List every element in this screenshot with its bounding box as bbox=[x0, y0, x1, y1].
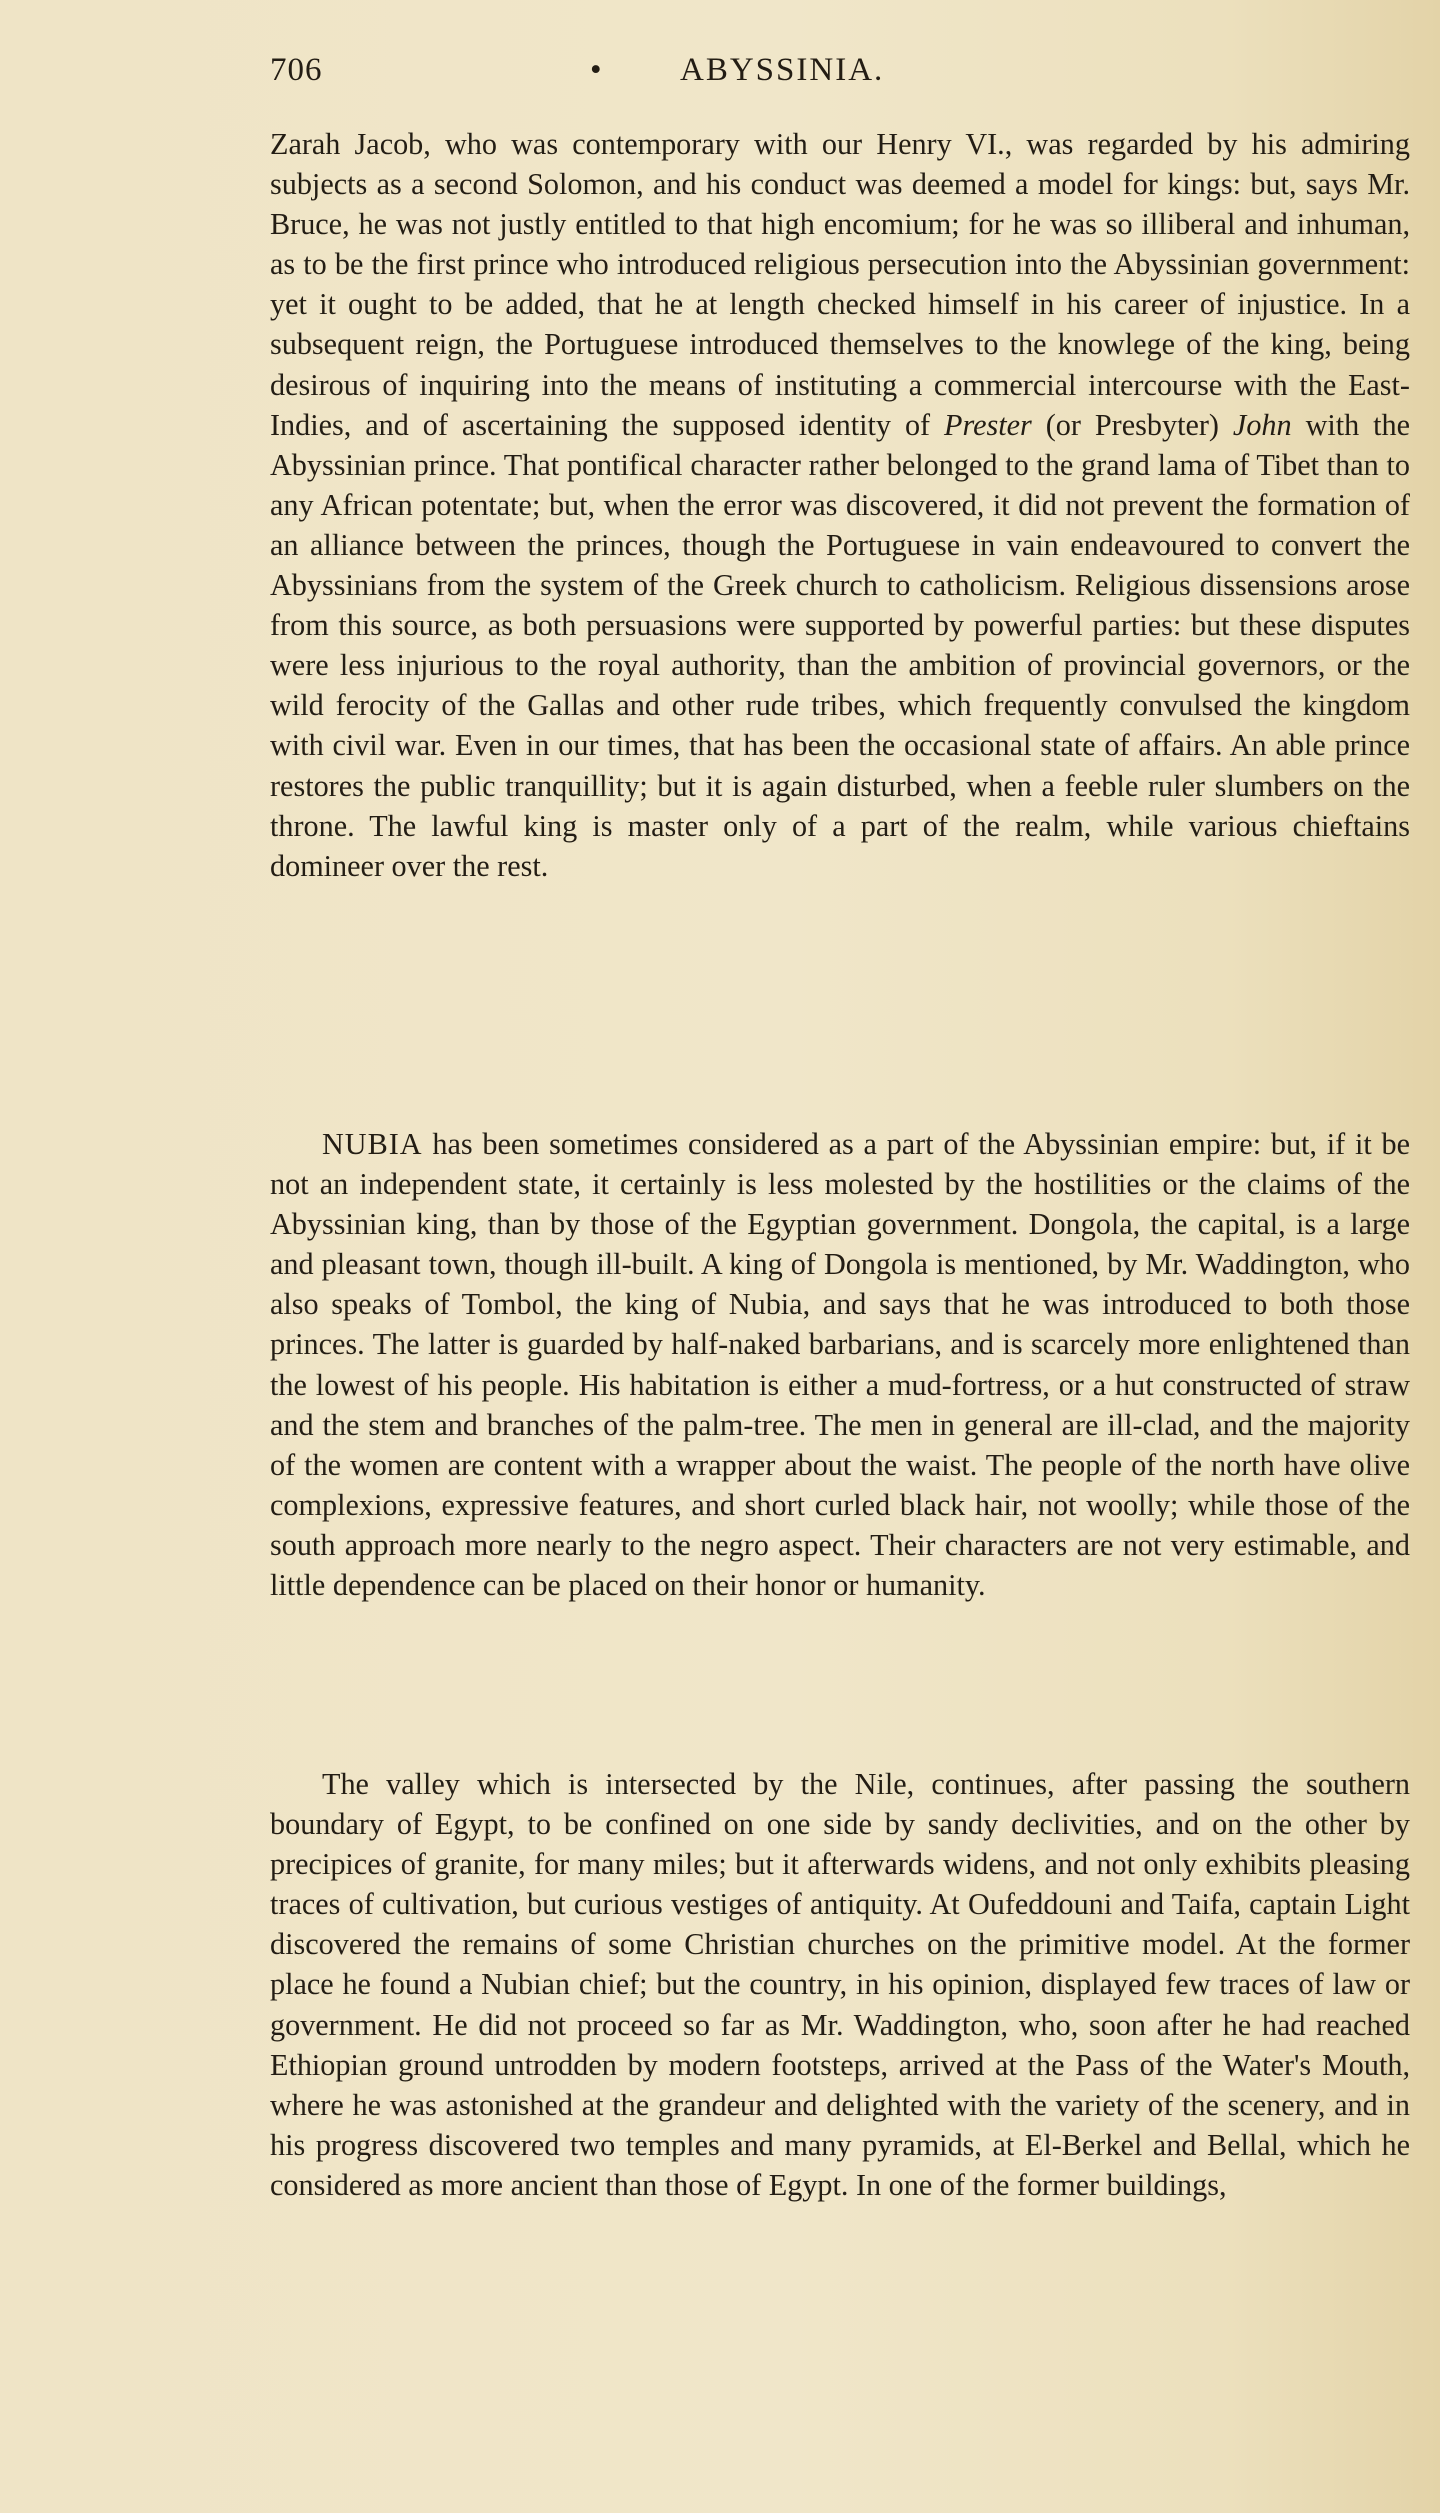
section-lead-word: NUBIA bbox=[322, 1127, 423, 1161]
paragraph-text: Zarah Jacob, who was contemporary with our Henry VI., was regarded by his admiring subjects as a second Solomon, and his conduct was deemed a model for kings: but, says Mr. Bruce, he was not justly entitled to that high encomium; for he was so illiberal and inhuman, as to be the first prince who introduced religious persecution into the Abyssinian government: yet it ought to be added, that he at length checked himself in his career of injustice. In a subsequent reign, the Portuguese introduced themselves to the knowlege of the king, being desirous of inquiring into the means of instituting a commercial intercourse with the East-Indies, and of ascertaining the supposed identity of bbox=[270, 127, 1410, 442]
page-title: ABYSSINIA. bbox=[680, 52, 885, 88]
paragraph-text: (or Presbyter) bbox=[1045, 407, 1219, 442]
paragraph-text: has been sometimes considered as a part of the Abyssinian empire: but, if it be not an independent state, it certainly is less molested by the hostilities or the claims of the Abyssinian king, than by those of the Egyptian government. Dongola, the capital, is a large and pleasant town, though ill-built. A king of Dongola is mentioned, by Mr. Waddington, who also speaks of Tombol, the king of Nubia, and says that he was introduced to both those princes. The latter is guarded by half-naked barbarians, and is scarcely more enlightened than the lowest of his people. His habitation is either a mud-fortress, or a hut constructed of straw and the stem and branches of the palm-tree. The men in general are ill-clad, and the majority of the women are content with a wrapper about the waist. The people of the north have olive complexions, expressive features, and short curled black hair, not woolly; while those of the south approach more nearly to the negro aspect. Their characters are not very estimable, and little dependence can be placed on their honor or humanity. bbox=[270, 1127, 1410, 1603]
italic-prester: Prester bbox=[944, 407, 1032, 442]
paragraph-nile-valley bbox=[270, 1764, 1410, 2205]
italic-john: John bbox=[1232, 407, 1292, 442]
paragraph-text: The valley which is intersected by the Nile, continues, after passing the southern boundary of Egypt, to be confined on one side by sandy declivities, and on the other by precipices of granite, for many miles; but it afterwards widens, and not only exhibits pleasing traces of cultivation, but curious vestiges of antiquity. At Oufeddouni and Taifa, captain Light discovered the remains of some Christian churches on the primitive model. At the former place he found a Nubian chief; but the country, in his opinion, displayed few traces of law or government. He did not proceed so far as Mr. Waddington, who, soon after he had reached Ethiopian ground untrodden by modern footsteps, arrived at the Pass of the Water's Mouth, where he was astonished at the grandeur and delighted with the variety of the scenery, and in his progress discovered two temples and many pyramids, at El-Berkel and Bellal, which he considered as more ancient than those of Egypt. In one of the former buildings, bbox=[270, 1767, 1410, 2202]
paragraph-zarah-jacob bbox=[270, 124, 1410, 886]
page-number: 706 bbox=[270, 52, 323, 88]
header-separator: • bbox=[590, 52, 603, 88]
paragraph-text: with the Abyssinian prince. That pontifical character rather belonged to the grand lama of Tibet than to any African potentate; but, when the error was discovered, it did not prevent the formation of an alliance between the princes, though the Portuguese in vain endeavoured to convert the Abyssinians from the system of the Greek church to catholicism. Religious dissensions arose from this source, as both persuasions were supported by powerful parties: but these disputes were less injurious to the royal authority, than the ambition of provincial governors, or the wild ferocity of the Gallas and other rude tribes, which frequently convulsed the kingdom with civil war. Even in our times, that has been the occasional state of affairs. An able prince restores the public tranquillity; but it is again disturbed, when a feeble ruler slumbers on the throne. The lawful king is master only of a part of the realm, while various chieftains domineer over the rest. bbox=[270, 407, 1411, 883]
running-header bbox=[270, 52, 1290, 102]
paragraph-nubia bbox=[270, 1124, 1410, 1605]
